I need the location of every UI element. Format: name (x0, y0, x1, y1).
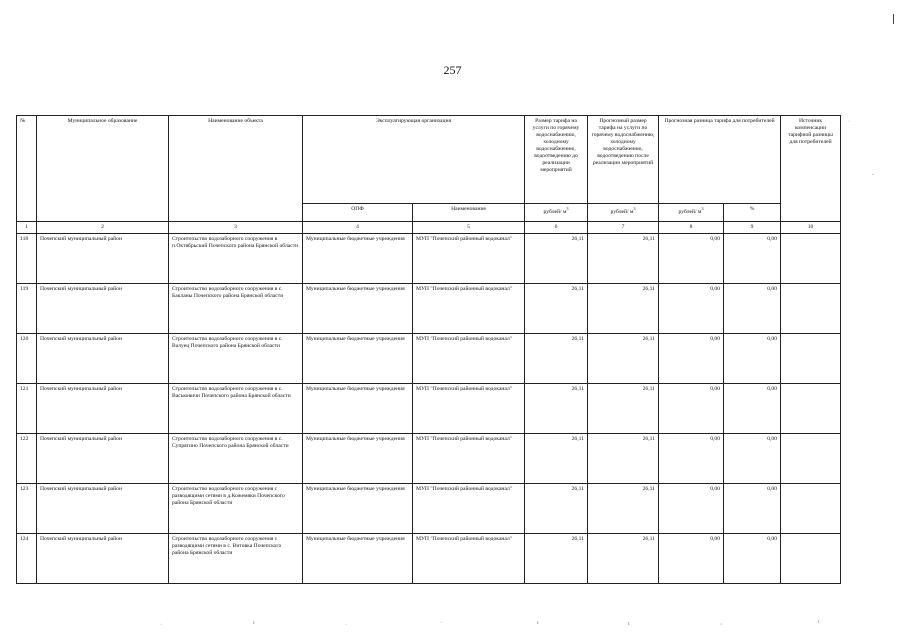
row-tariff: 26,11 (525, 333, 588, 383)
row-operator-name: МУП "Почепский районный водоканал" (413, 283, 525, 333)
row-tariff: 26,11 (525, 383, 588, 433)
header-opf: ОПФ (303, 204, 413, 222)
column-number: 5 (413, 222, 525, 234)
row-source (781, 533, 841, 583)
column-number: 3 (169, 222, 303, 234)
row-municipality: Почепский муниципальный район (37, 233, 169, 283)
row-object: Строительство водозаборного сооружения в с. Бакланы Почепского района Брянской области (169, 283, 303, 333)
row-municipality: Почепский муниципальный район (37, 483, 169, 533)
header-unit-pct: % (724, 204, 781, 222)
page-number: 257 (443, 63, 462, 77)
header-unit-diff: рублей/ $м^3$ (659, 204, 724, 222)
header-object: Наименование объекта (169, 116, 303, 222)
row-object: Строительство водозаборного сооружения с разводящими сетями в с. Витовка Почепского района Брянской области (169, 533, 303, 583)
row-opf: Муниципальные бюджетные учреждения (303, 333, 413, 383)
row-opf: Муниципальные бюджетные учреждения (303, 483, 413, 533)
column-number-row (17, 222, 841, 234)
row-opf: Муниципальные бюджетные учреждения (303, 383, 413, 433)
row-source (781, 233, 841, 283)
row-pct: 0,00 (724, 283, 781, 333)
row-forecast: 26,11 (588, 383, 659, 433)
column-number: 8 (659, 222, 724, 234)
edge-mark (893, 14, 894, 24)
row-source (781, 333, 841, 383)
table-row (17, 433, 841, 483)
row-source (781, 433, 841, 483)
row-opf: Муниципальные бюджетные учреждения (303, 433, 413, 483)
row-diff: 0,00 (659, 433, 724, 483)
table-row (17, 533, 841, 583)
row-num: 123 (17, 483, 37, 533)
row-pct: 0,00 (724, 533, 781, 583)
row-municipality: Почепский муниципальный район (37, 333, 169, 383)
tariff-table (16, 115, 841, 584)
column-number: 1 (17, 222, 37, 234)
row-object: Строительство водозаборного сооружения в с. Васьковичи Почепского района Брянской области (169, 383, 303, 433)
header-tariff: Размер тарифа на услуги по горячему водоснабжению, холодному водоснабжению, водоотведению до реализации мероприятий (525, 116, 588, 204)
row-diff: 0,00 (659, 283, 724, 333)
column-number: 6 (525, 222, 588, 234)
row-municipality: Почепский муниципальный район (37, 433, 169, 483)
table-row (17, 233, 841, 283)
header-operator: Эксплуатирующая организация (303, 116, 525, 204)
row-num: 124 (17, 533, 37, 583)
header-source: Источник компенсации тарифной разницы для потребителей (781, 116, 841, 222)
row-diff: 0,00 (659, 483, 724, 533)
row-operator-name: МУП "Почепский районный водоканал" (413, 533, 525, 583)
row-object: Строительство водозаборного сооружения в с. Валуец Почепского района Брянской области (169, 333, 303, 383)
row-diff: 0,00 (659, 533, 724, 583)
row-forecast: 26,11 (588, 433, 659, 483)
row-operator-name: МУП "Почепский районный водоканал" (413, 233, 525, 283)
row-pct: 0,00 (724, 433, 781, 483)
column-number: 9 (724, 222, 781, 234)
row-num: 122 (17, 433, 37, 483)
row-tariff: 26,11 (525, 433, 588, 483)
row-pct: 0,00 (724, 333, 781, 383)
row-source (781, 383, 841, 433)
row-tariff: 26,11 (525, 483, 588, 533)
row-pct: 0,00 (724, 233, 781, 283)
header-difference: Прогнозная разница тарифа для потребителей (659, 116, 781, 204)
row-diff: 0,00 (659, 383, 724, 433)
row-num: 118 (17, 233, 37, 283)
row-diff: 0,00 (659, 333, 724, 383)
row-num: 119 (17, 283, 37, 333)
row-tariff: 26,11 (525, 233, 588, 283)
row-pct: 0,00 (724, 383, 781, 433)
column-number: 2 (37, 222, 169, 234)
header-municipality: Муниципальное образование (37, 116, 169, 222)
row-operator-name: МУП "Почепский районный водоканал" (413, 483, 525, 533)
row-num: 120 (17, 333, 37, 383)
header-forecast: Прогнозный размер тарифа на услуги по горячему водоснабжению, холодному водоснабжению, водоотведению после реализации мероприятий (588, 116, 659, 204)
row-object: Строительство водозаборного сооружения с разводящими сетями в д.Кожемяки Почепского района Брянской области (169, 483, 303, 533)
row-forecast: 26,11 (588, 533, 659, 583)
row-tariff: 26,11 (525, 283, 588, 333)
row-forecast: 26,11 (588, 283, 659, 333)
table-row (17, 283, 841, 333)
header-unit-tariff: рублей/ $м^3$ (525, 204, 588, 222)
table-row (17, 333, 841, 383)
row-opf: Муниципальные бюджетные учреждения (303, 233, 413, 283)
row-opf: Муниципальные бюджетные учреждения (303, 533, 413, 583)
row-tariff: 26,11 (525, 533, 588, 583)
row-municipality: Почепский муниципальный район (37, 533, 169, 583)
row-pct: 0,00 (724, 483, 781, 533)
row-operator-name: МУП "Почепский районный водоканал" (413, 433, 525, 483)
row-forecast: 26,11 (588, 333, 659, 383)
row-source (781, 283, 841, 333)
row-object: Строительство водозаборного сооружения в п.Октябрьский Почепского района Брянской области (169, 233, 303, 283)
header-num: № (17, 116, 37, 222)
row-forecast: 26,11 (588, 233, 659, 283)
row-forecast: 26,11 (588, 483, 659, 533)
column-number: 7 (588, 222, 659, 234)
row-municipality: Почепский муниципальный район (37, 383, 169, 433)
row-operator-name: МУП "Почепский районный водоканал" (413, 333, 525, 383)
row-diff: 0,00 (659, 233, 724, 283)
row-operator-name: МУП "Почепский районный водоканал" (413, 383, 525, 433)
header-unit-forecast: рублей/ $м^3$ (588, 204, 659, 222)
column-number: 4 (303, 222, 413, 234)
row-num: 121 (17, 383, 37, 433)
row-opf: Муниципальные бюджетные учреждения (303, 283, 413, 333)
row-object: Строительство водозаборного сооружения в с. Супрягино Почепского района Брянской области (169, 433, 303, 483)
column-number: 10 (781, 222, 841, 234)
row-municipality: Почепский муниципальный район (37, 283, 169, 333)
row-source (781, 483, 841, 533)
header-name: Наименование (413, 204, 525, 222)
table-row (17, 483, 841, 533)
table-row (17, 383, 841, 433)
